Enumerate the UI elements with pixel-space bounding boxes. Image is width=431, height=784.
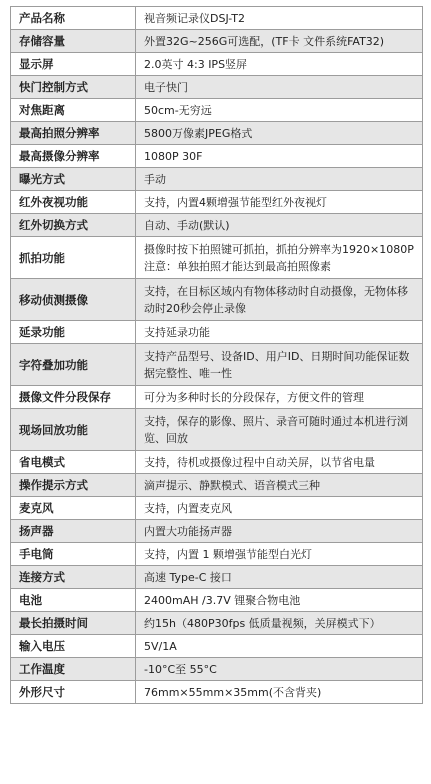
table-row bbox=[11, 344, 423, 386]
spec-value: 约15h（480P30fps 低质量视频，关屏模式下） bbox=[136, 612, 423, 635]
spec-label: 存储容量 bbox=[11, 30, 136, 53]
table-row bbox=[11, 543, 423, 566]
spec-value: 视音频记录仪DSJ-T2 bbox=[136, 7, 423, 30]
spec-value: 2400mAH /3.7V 锂聚合物电池 bbox=[136, 589, 423, 612]
spec-value: -10°C至 55°C bbox=[136, 658, 423, 681]
table-row bbox=[11, 53, 423, 76]
table-row bbox=[11, 321, 423, 344]
table-row bbox=[11, 214, 423, 237]
spec-value: 支持，在目标区域内有物体移动时自动摄像，无物体移动时20秒会停止录像 bbox=[136, 279, 423, 321]
spec-label: 字符叠加功能 bbox=[11, 344, 136, 386]
spec-label: 手电筒 bbox=[11, 543, 136, 566]
spec-label: 移动侦测摄像 bbox=[11, 279, 136, 321]
spec-label: 最高拍照分辨率 bbox=[11, 122, 136, 145]
table-row bbox=[11, 191, 423, 214]
spec-value: 摄像时按下拍照键可抓拍，抓拍分辨率为1920×1080P 注意：单独拍照才能达到最高拍照像素 bbox=[136, 237, 423, 279]
spec-value: 2.0英寸 4:3 IPS竖屏 bbox=[136, 53, 423, 76]
table-row bbox=[11, 386, 423, 409]
spec-label: 摄像文件分段保存 bbox=[11, 386, 136, 409]
table-row bbox=[11, 279, 423, 321]
spec-value: 电子快门 bbox=[136, 76, 423, 99]
table-row bbox=[11, 7, 423, 30]
table-row bbox=[11, 497, 423, 520]
spec-value: 76mm×55mm×35mm(不含背夹) bbox=[136, 681, 423, 704]
table-row bbox=[11, 589, 423, 612]
spec-value: 自动、手动(默认) bbox=[136, 214, 423, 237]
spec-label: 对焦距离 bbox=[11, 99, 136, 122]
table-row bbox=[11, 451, 423, 474]
spec-label: 麦克风 bbox=[11, 497, 136, 520]
spec-label: 产品名称 bbox=[11, 7, 136, 30]
spec-value: 内置大功能扬声器 bbox=[136, 520, 423, 543]
table-row bbox=[11, 635, 423, 658]
spec-label: 红外夜视功能 bbox=[11, 191, 136, 214]
table-row bbox=[11, 474, 423, 497]
table-row bbox=[11, 237, 423, 279]
spec-value: 支持，保存的影像、照片、录音可随时通过本机进行浏览、回放 bbox=[136, 409, 423, 451]
spec-label: 操作提示方式 bbox=[11, 474, 136, 497]
spec-label: 省电模式 bbox=[11, 451, 136, 474]
table-row bbox=[11, 409, 423, 451]
spec-label: 快门控制方式 bbox=[11, 76, 136, 99]
spec-label: 工作温度 bbox=[11, 658, 136, 681]
spec-label: 延录功能 bbox=[11, 321, 136, 344]
spec-value: 5V/1A bbox=[136, 635, 423, 658]
spec-label: 最高摄像分辨率 bbox=[11, 145, 136, 168]
table-row bbox=[11, 30, 423, 53]
spec-value: 滴声提示、静默模式、语音模式三种 bbox=[136, 474, 423, 497]
table-row bbox=[11, 566, 423, 589]
table-row bbox=[11, 168, 423, 191]
spec-table bbox=[10, 6, 423, 704]
spec-label: 最长拍摄时间 bbox=[11, 612, 136, 635]
spec-label: 红外切换方式 bbox=[11, 214, 136, 237]
spec-label: 抓拍功能 bbox=[11, 237, 136, 279]
spec-value: 可分为多种时长的分段保存，方便文件的管理 bbox=[136, 386, 423, 409]
spec-label: 曝光方式 bbox=[11, 168, 136, 191]
table-row bbox=[11, 658, 423, 681]
spec-value: 支持延录功能 bbox=[136, 321, 423, 344]
spec-label: 电池 bbox=[11, 589, 136, 612]
table-row bbox=[11, 76, 423, 99]
table-row bbox=[11, 122, 423, 145]
spec-label: 现场回放功能 bbox=[11, 409, 136, 451]
spec-value: 支持，内置 1 颗增强节能型白光灯 bbox=[136, 543, 423, 566]
spec-value: 高速 Type-C 接口 bbox=[136, 566, 423, 589]
spec-value: 手动 bbox=[136, 168, 423, 191]
spec-value: 支持，待机或摄像过程中自动关屏，以节省电量 bbox=[136, 451, 423, 474]
spec-value: 50cm-无穷远 bbox=[136, 99, 423, 122]
spec-value: 外置32G~256G可选配，(TF卡 文件系统FAT32) bbox=[136, 30, 423, 53]
table-row bbox=[11, 145, 423, 168]
spec-label: 输入电压 bbox=[11, 635, 136, 658]
spec-label: 扬声器 bbox=[11, 520, 136, 543]
spec-value: 5800万像素JPEG格式 bbox=[136, 122, 423, 145]
table-row bbox=[11, 612, 423, 635]
spec-label: 外形尺寸 bbox=[11, 681, 136, 704]
spec-label: 连接方式 bbox=[11, 566, 136, 589]
spec-value: 支持产品型号、设备ID、用户ID、日期时间功能保证数据完整性、唯一性 bbox=[136, 344, 423, 386]
table-row bbox=[11, 681, 423, 704]
table-row bbox=[11, 520, 423, 543]
spec-value: 1080P 30F bbox=[136, 145, 423, 168]
spec-label: 显示屏 bbox=[11, 53, 136, 76]
spec-value: 支持，内置4颗增强节能型红外夜视灯 bbox=[136, 191, 423, 214]
spec-value: 支持，内置麦克风 bbox=[136, 497, 423, 520]
table-row bbox=[11, 99, 423, 122]
